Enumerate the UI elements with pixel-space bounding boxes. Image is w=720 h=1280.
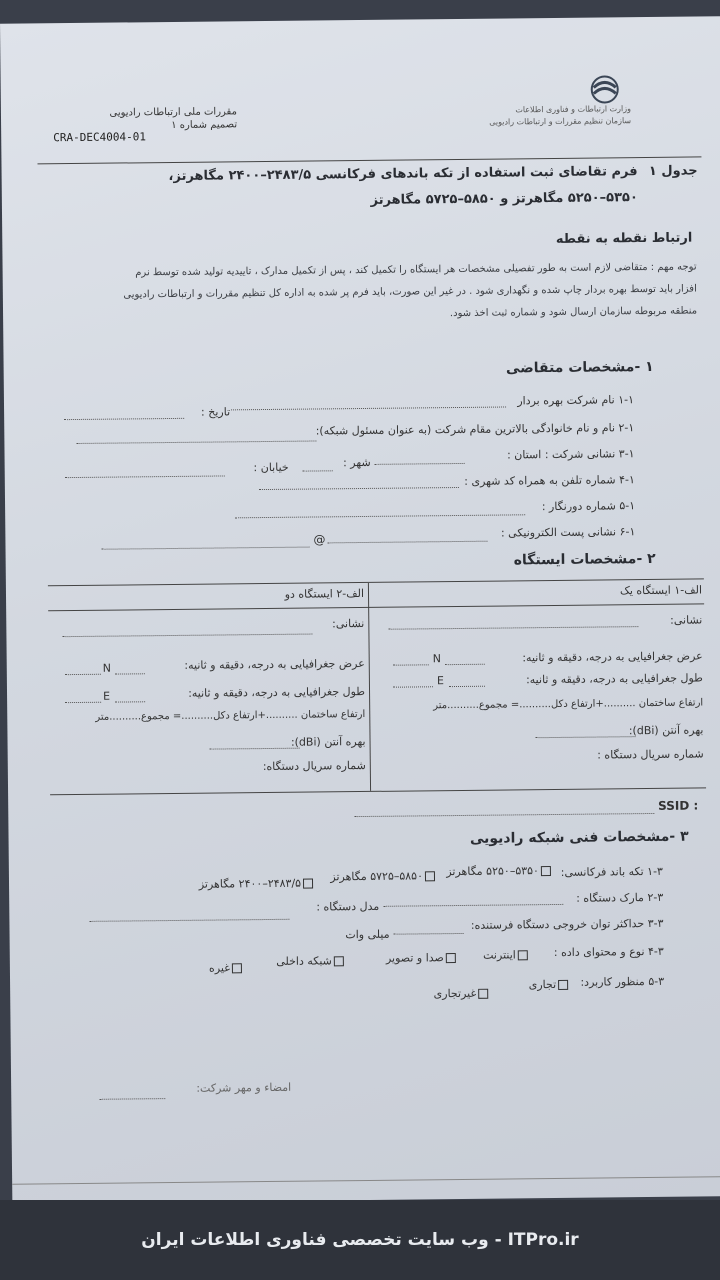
table-label: جدول ۱: [648, 163, 698, 179]
station2-address-field[interactable]: [62, 624, 312, 638]
company-name-field[interactable]: [231, 396, 506, 410]
email-user-field[interactable]: [101, 537, 309, 550]
station1-height: ارتفاع ساختمان ..........+ارتفاع دکل..........= مجموع..........متر: [433, 697, 704, 712]
data-type-other[interactable]: غیره: [209, 961, 244, 974]
organization-name: وزارت ارتباطات و فناوری اطلاعات سازمان تنظیم مقررات و ارتباطات رادیویی: [489, 104, 632, 127]
form-title-line1: فرم تقاضای ثبت استفاده از تکه باندهای فرکانسی ۲۴۸۳/۵–۲۴۰۰ مگاهرتز،: [168, 164, 638, 185]
street-field[interactable]: [65, 465, 225, 478]
max-power-unit: میلی وات: [345, 927, 390, 942]
checkbox-icon: [334, 956, 344, 966]
footer-text: ITPro.ir - وب سایت تخصصی فناوری اطلاعات ایران: [141, 1230, 579, 1250]
signature-field[interactable]: [99, 1088, 165, 1100]
station1-lat-field[interactable]: [393, 654, 429, 665]
date-label: تاریخ :: [200, 405, 231, 419]
station1-lon-dir: E: [436, 674, 444, 688]
city-label: شهر :: [343, 455, 371, 470]
company-name-label: ۱-۱ نام شرکت بهره بردار: [517, 393, 635, 408]
email-domain-field[interactable]: [327, 531, 487, 544]
station2-lon-label: طول جغرافیایی به درجه، دقیقه و ثانیه:: [188, 684, 366, 700]
freq-band-option-1[interactable]: ۵۳۵۰–۵۲۵۰ مگاهرتز: [446, 864, 553, 878]
station2-lat-field[interactable]: [65, 664, 101, 675]
checkbox-icon: [518, 950, 528, 960]
watermark-footer: [0, 1200, 720, 1280]
station1-gain-field[interactable]: [535, 726, 635, 738]
station2-lon-field[interactable]: [65, 692, 101, 703]
checkbox-icon: [232, 963, 242, 973]
province-label: ۳-۱ نشانی شرکت : استان :: [506, 447, 635, 462]
freq-band-label: ۱-۳ تکه باند فرکانسی:: [560, 864, 664, 879]
signature-label: امضاء و مهر شرکت:: [196, 1080, 292, 1095]
station1-gain-label: بهره آنتن (dBi):: [628, 723, 704, 738]
fax-field[interactable]: [235, 504, 525, 518]
checkbox-icon: [478, 989, 488, 999]
station2-height: ارتفاع ساختمان ..........+ارتفاع دکل..........= مجموع..........متر: [95, 708, 366, 723]
station2-serial-label: شماره سریال دستگاه:: [262, 758, 366, 774]
manager-name-label: ۲-۱ نام و نام خانوادگی بالاترین مقام شرکت (به عنوان مسئول شبکه):: [315, 421, 635, 438]
station1-address-label: نشانی:: [670, 613, 703, 627]
fax-label: ۵-۱ شماره دورنگار :: [541, 499, 636, 514]
email-label: ۶-۱ نشانی پست الکترونیکی :: [500, 525, 636, 540]
station1-lat-dir: N: [432, 652, 441, 666]
station2-lat-dir: N: [102, 661, 112, 675]
street-label: خیابان :: [253, 460, 289, 475]
freq-band-option-3[interactable]: ۲۴۸۳/۵–۲۴۰۰ مگاهرتز: [199, 877, 315, 891]
ssid-field[interactable]: [354, 803, 654, 817]
notice-line1: توجه مهم : متقاضی لازم است به طور تفصیلی مشخصات هر ایستگاه را تکمیل کند ، پس از تکمیل مدارک ، تاییدیه تولید شده توسط نرم: [135, 261, 697, 279]
station2-gain-field[interactable]: [210, 738, 300, 750]
device-model-field[interactable]: [89, 909, 289, 922]
device-brand-field[interactable]: [383, 894, 563, 907]
checkbox-icon: [446, 953, 456, 963]
manager-name-field[interactable]: [76, 430, 316, 444]
phone-label: ۴-۱ شماره تلفن به همراه کد شهری :: [464, 473, 635, 488]
data-type-lan[interactable]: شبکه داخلی: [276, 954, 346, 968]
form-code: CRA-DEC4004-01: [53, 130, 146, 145]
station1-lon-field[interactable]: [393, 676, 433, 687]
device-model-label: مدل دستگاه :: [316, 899, 380, 914]
form-title-line2: ۵۳۵۰–۵۲۵۰ مگاهرتز و ۵۸۵۰–۵۷۲۵ مگاهرتز: [370, 190, 638, 208]
checkbox-icon: [303, 879, 313, 889]
station1-lon-label: طول جغرافیایی به درجه، دقیقه و ثانیه:: [525, 671, 703, 687]
station1-lat-field2[interactable]: [445, 654, 485, 665]
usage-label: ۵-۳ منظور کاربرد:: [580, 974, 665, 989]
checkbox-icon: [425, 871, 435, 881]
regulation-name: مقررات ملی ارتباطات رادیویی تصمیم شماره ۱: [109, 106, 238, 131]
data-type-internet[interactable]: اینترنت: [483, 948, 530, 961]
usage-noncommercial[interactable]: غیرتجاری: [434, 987, 491, 1001]
device-brand-label: ۲-۳ مارک دستگاه :: [576, 890, 664, 905]
checkbox-icon: [541, 866, 551, 876]
ssid-label: SSID :: [658, 798, 699, 813]
max-power-field[interactable]: [393, 923, 463, 935]
station2-lon-dir: E: [102, 689, 111, 703]
station1-lon-field2[interactable]: [449, 676, 485, 687]
freq-band-option-2[interactable]: ۵۸۵۰–۵۷۲۵ مگاهرتز: [330, 869, 437, 883]
station1-address-field[interactable]: [388, 616, 638, 630]
notice-line3: منطقه مربوطه سازمان ارسال شود و شماره ثبت اخذ شود.: [449, 305, 698, 320]
city-field[interactable]: [303, 460, 333, 471]
data-type-av[interactable]: صدا و تصویر: [386, 951, 458, 965]
max-power-label: ۳-۳ حداکثر توان خروجی دستگاه فرستنده:: [470, 916, 664, 932]
station1-header: الف-۱ ایستگاه یک: [619, 583, 703, 598]
province-field[interactable]: [375, 453, 465, 465]
checkbox-icon: [558, 980, 568, 990]
organization-logo-icon: [589, 73, 621, 105]
phone-field[interactable]: [259, 477, 459, 490]
station2-gain-label: بهره آنتن (dBi):: [290, 734, 366, 749]
section1-title: ۱ -مشخصات متقاضی: [505, 358, 654, 377]
section2-title: ۲ -مشخصات ایستگاه: [513, 550, 656, 569]
station2-header: الف-۲ ایستگاه دو: [284, 586, 365, 601]
section3-title: ۳ -مشخصات فنی شبکه رادیویی: [469, 828, 689, 847]
station-table: [48, 578, 706, 795]
form-subtitle: ارتباط نقطه به نقطه: [555, 230, 693, 247]
station1-lat-label: عرض جغرافیایی به درجه، دقیقه و ثانیه:: [522, 649, 703, 665]
usage-commercial[interactable]: تجاری: [529, 978, 571, 991]
notice-line2: افزار باید توسط بهره بردار چاپ شده و نگهداری شود . در غیر این صورت، باید فرم پر شده به اداره کل تنظیم مقررات و ارتباطات رادیویی: [123, 283, 697, 301]
station2-lat-label: عرض جغرافیایی به درجه، دقیقه و ثانیه:: [184, 656, 365, 672]
station2-address-label: نشانی:: [332, 616, 365, 631]
email-at-sign: @: [313, 532, 326, 547]
form-paper: [0, 16, 720, 1203]
station2-lat-field2[interactable]: [115, 663, 145, 674]
date-field[interactable]: [64, 408, 184, 420]
station1-serial-label: شماره سریال دستگاه :: [597, 747, 704, 762]
data-type-label: ۴-۳ نوع و محتوای داده :: [553, 944, 664, 960]
station2-lon-field2[interactable]: [115, 691, 145, 702]
